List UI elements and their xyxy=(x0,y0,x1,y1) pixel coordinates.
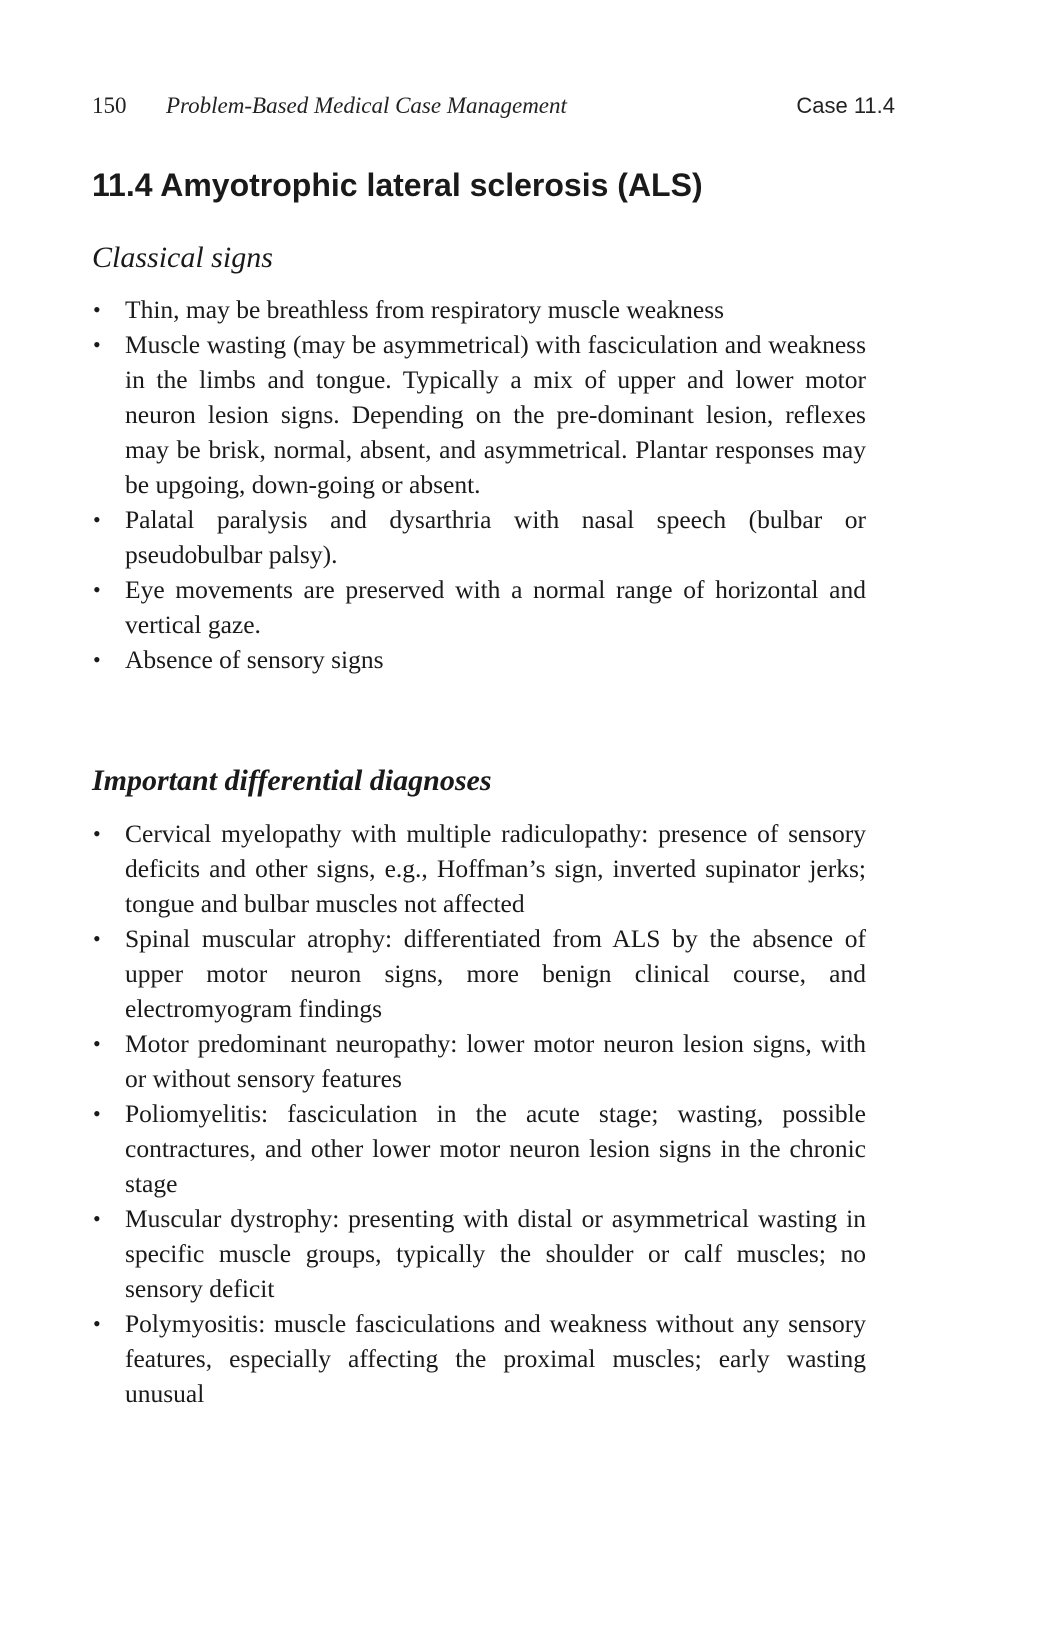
bullet-icon: • xyxy=(93,507,101,532)
case-label: Case 11.4 xyxy=(796,93,895,118)
list-item-text: Muscle wasting (may be asymmetrical) with fasciculation and weakness in the limbs and tongue. Typically a mix of upper and lower motor neuron lesion signs. Depending on the pre-dominant lesion, reflexes may be brisk, normal, absent, and asymmetrical. Plantar responses may be upgoing, down-going or absent. xyxy=(125,330,866,499)
section-heading-differential-diagnoses: Important differential diagnoses xyxy=(92,764,492,797)
list-item-text: Spinal muscular atrophy: differentiated from ALS by the absence of upper motor neuron signs, more benign clinical course, and electromyogram findings xyxy=(125,924,866,1023)
list-item xyxy=(92,1096,866,1201)
list-item-text: Muscular dystrophy: presenting with distal or asymmetrical wasting in specific muscle groups, typically the shoulder or calf muscles; no sensory deficit xyxy=(125,1204,866,1303)
book-title: Problem-Based Medical Case Management xyxy=(166,93,567,118)
running-head xyxy=(92,88,895,124)
list-item xyxy=(92,921,866,1026)
list-item xyxy=(92,1026,866,1096)
list-item-text: Poliomyelitis: fasciculation in the acute stage; wasting, possible contractures, and other lower motor neuron lesion signs in the chronic stage xyxy=(125,1099,866,1198)
differential-diagnoses-list xyxy=(92,816,866,1411)
section-heading-classical-signs: Classical signs xyxy=(92,241,273,274)
list-item xyxy=(92,1306,866,1411)
list-item-text: Polymyositis: muscle fasciculations and weakness without any sensory features, especially affecting the proximal muscles; early wasting unusual xyxy=(125,1309,866,1408)
bullet-icon: • xyxy=(93,647,101,672)
bullet-icon: • xyxy=(93,332,101,357)
page-number: 150 xyxy=(92,93,127,118)
list-item xyxy=(92,292,866,327)
chapter-title: 11.4 Amyotrophic lateral sclerosis (ALS) xyxy=(92,167,703,203)
bullet-icon: • xyxy=(93,577,101,602)
bullet-icon: • xyxy=(93,297,101,322)
list-item-text: Eye movements are preserved with a normal range of horizontal and vertical gaze. xyxy=(125,575,866,639)
list-item xyxy=(92,816,866,921)
bullet-icon: • xyxy=(93,821,101,846)
bullet-icon: • xyxy=(93,1031,101,1056)
list-item-text: Palatal paralysis and dysarthria with nasal speech (bulbar or pseudobulbar palsy). xyxy=(125,505,866,569)
bullet-icon: • xyxy=(93,1206,101,1231)
list-item xyxy=(92,327,866,502)
list-item-text: Cervical myelopathy with multiple radiculopathy: presence of sensory deficits and other signs, e.g., Hoffman’s sign, inverted supinator jerks; tongue and bulbar muscles not affected xyxy=(125,819,866,918)
list-item-text: Absence of sensory signs xyxy=(125,645,384,674)
list-item-text: Thin, may be breathless from respiratory muscle weakness xyxy=(125,295,725,324)
list-item xyxy=(92,572,866,642)
bullet-icon: • xyxy=(93,926,101,951)
list-item xyxy=(92,502,866,572)
bullet-icon: • xyxy=(93,1101,101,1126)
list-item xyxy=(92,1201,866,1306)
classical-signs-list xyxy=(92,292,866,677)
list-item-text: Motor predominant neuropathy: lower motor neuron lesion signs, with or without sensory features xyxy=(125,1029,866,1093)
list-item xyxy=(92,642,866,677)
bullet-icon: • xyxy=(93,1311,101,1336)
